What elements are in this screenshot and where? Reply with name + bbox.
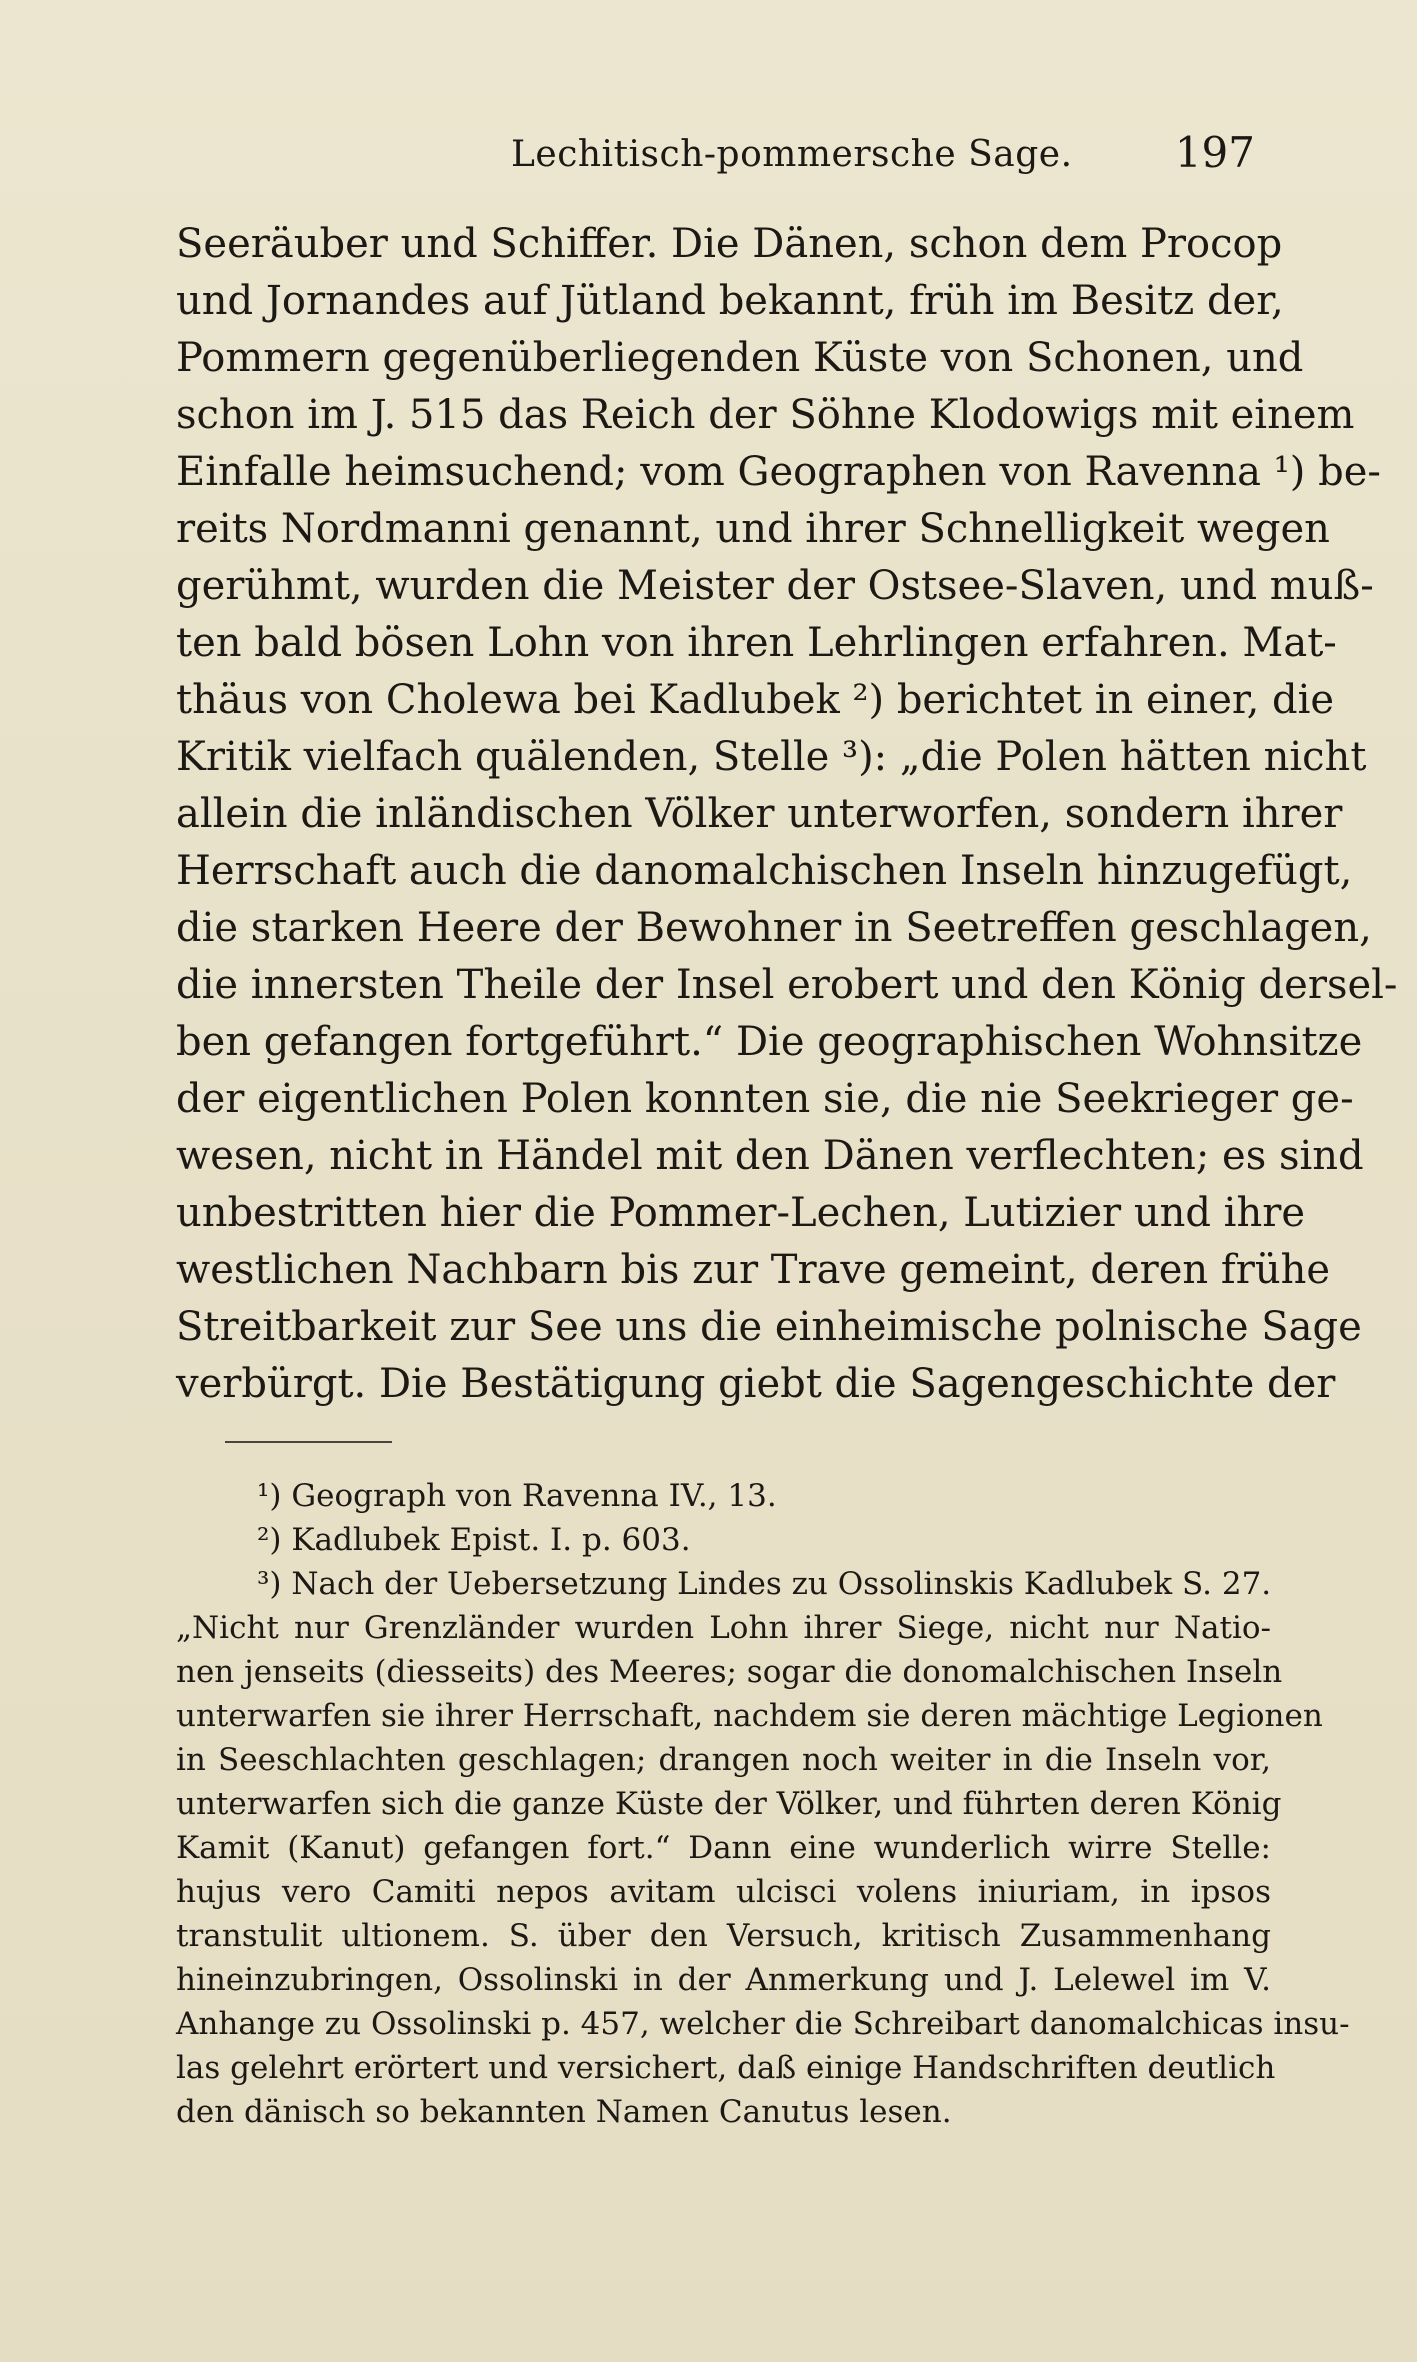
text-line: Streitbarkeit zur See uns die einheimische polnische Sage bbox=[176, 1304, 1362, 1350]
text-line: schon im J. 515 das Reich der Söhne Klodowigs mit einem bbox=[176, 392, 1355, 438]
running-head: Lechitisch-pommersche Sage. bbox=[511, 134, 1073, 175]
text-line: Herrschaft auch die danomalchischen Inseln hinzugefügt, bbox=[176, 848, 1353, 894]
footnote-3-line: in Seeschlachten geschlagen; drangen noch weiter in die Inseln vor, bbox=[176, 1742, 1271, 1778]
footnote-3-line: nen jenseits (diesseits) des Meeres; sogar die donomalchischen Inseln bbox=[176, 1654, 1283, 1690]
text-line: ben gefangen fortgeführt.“ Die geographischen Wohnsitze bbox=[176, 1019, 1363, 1065]
main-text bbox=[176, 216, 1398, 1413]
footnote-3-line: ³) Nach der Uebersetzung Lindes zu Ossolinskis Kadlubek S. 27. bbox=[257, 1566, 1272, 1602]
text-line: wesen, nicht in Händel mit den Dänen verflechten; es sind bbox=[176, 1133, 1364, 1179]
text-line: der eigentlichen Polen konnten sie, die nie Seekrieger ge- bbox=[176, 1076, 1354, 1122]
text-line: Einfalle heimsuchend; vom Geographen von Ravenna ¹) be- bbox=[176, 449, 1381, 495]
text-line: reits Nordmanni genannt, und ihrer Schnelligkeit wegen bbox=[176, 506, 1330, 552]
footnote-3-line: unterwarfen sie ihrer Herrschaft, nachdem sie deren mächtige Legionen bbox=[176, 1698, 1323, 1734]
text-line: westlichen Nachbarn bis zur Trave gemeint, deren frühe bbox=[176, 1247, 1331, 1293]
text-line: unbestritten hier die Pommer-Lechen, Lutizier und ihre bbox=[176, 1190, 1306, 1236]
text-line: gerühmt, wurden die Meister der Ostsee-Slaven, und muß- bbox=[176, 563, 1374, 609]
text-line: Kritik vielfach quälenden, Stelle ³): „die Polen hätten nicht bbox=[176, 734, 1367, 780]
footnote-3-line: den dänisch so bekannten Namen Canutus lesen. bbox=[176, 2094, 952, 2130]
page-number: 197 bbox=[1174, 128, 1255, 177]
footnote-3-line: Kamit (Kanut) gefangen fort.“ Dann eine wunderlich wirre Stelle: bbox=[176, 1830, 1271, 1866]
text-line: und Jornandes auf Jütland bekannt, früh im Besitz der, bbox=[176, 278, 1284, 324]
text-line: verbürgt. Die Bestätigung giebt die Sagengeschichte der bbox=[176, 1361, 1336, 1407]
footnote-3-line: Anhange zu Ossolinski p. 457, welcher die Schreibart danomalchicas insu- bbox=[176, 2006, 1350, 2042]
footnote-3-line: hujus vero Camiti nepos avitam ulcisci volens iniuriam, in ipsos bbox=[176, 1874, 1271, 1910]
text-line: die starken Heere der Bewohner in Seetreffen geschlagen, bbox=[176, 905, 1372, 951]
page-header bbox=[176, 128, 1271, 188]
text-line: ten bald bösen Lohn von ihren Lehrlingen erfahren. Mat- bbox=[176, 620, 1337, 666]
footnote-3-line: las gelehrt erörtert und versichert, daß einige Handschriften deutlich bbox=[176, 2050, 1276, 2086]
text-line: thäus von Cholewa bei Kadlubek ²) berichtet in einer, die bbox=[176, 677, 1335, 723]
text-line: allein die inländischen Völker unterworfen, sondern ihrer bbox=[176, 791, 1343, 837]
text-line: die innersten Theile der Insel erobert und den König dersel- bbox=[176, 962, 1398, 1008]
footnote-2: ²) Kadlubek Epist. I. p. 603. bbox=[257, 1522, 691, 1558]
footnote-divider bbox=[225, 1441, 392, 1443]
text-line: Seeräuber und Schiffer. Die Dänen, schon dem Procop bbox=[176, 221, 1283, 267]
text-line: Pommern gegenüberliegenden Küste von Schonen, und bbox=[176, 335, 1304, 381]
footnote-1: ¹) Geograph von Ravenna IV., 13. bbox=[257, 1478, 777, 1514]
footnote-3-line: „Nicht nur Grenzländer wurden Lohn ihrer Siege, nicht nur Natio- bbox=[176, 1610, 1271, 1646]
footnote-3-line: transtulit ultionem. S. über den Versuch, kritisch Zusammenhang bbox=[176, 1918, 1271, 1954]
footnote-3-line: hineinzubringen, Ossolinski in der Anmerkung und J. Lelewel im V. bbox=[176, 1962, 1271, 1998]
footnotes bbox=[176, 1474, 1350, 2134]
footnote-3-line: unterwarfen sich die ganze Küste der Völker, und führten deren König bbox=[176, 1786, 1282, 1822]
